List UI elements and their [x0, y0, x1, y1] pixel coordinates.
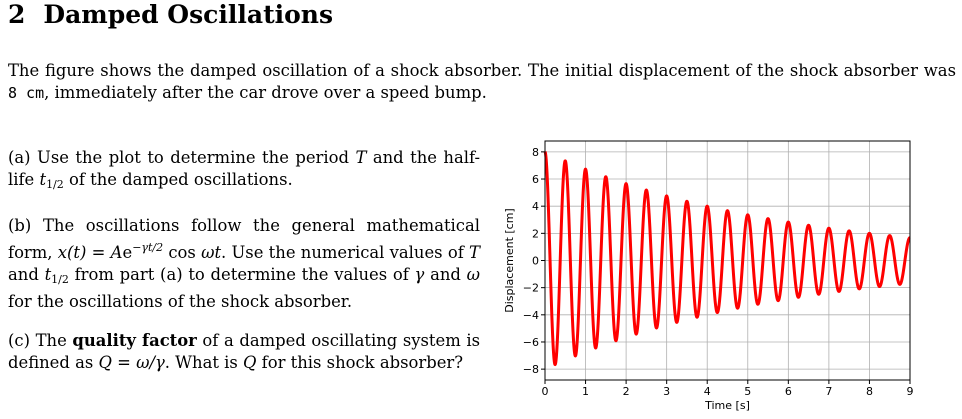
period-symbol: T: [469, 243, 480, 262]
quality-factor-formula: Q = ω/γ: [98, 353, 165, 372]
x-tick-label: 5: [744, 385, 752, 398]
intro-paragraph: [8, 60, 956, 104]
y-tick-label: −2: [522, 281, 539, 295]
x-tick-label: 9: [906, 385, 914, 398]
half-life-subscript: 1/2: [51, 273, 69, 286]
question-b-text: . Use the numerical values of: [221, 243, 470, 262]
question-a-text: of the damped oscillations.: [63, 170, 293, 189]
x-tick-label: 8: [865, 385, 873, 398]
question-a: [8, 147, 480, 196]
question-b-text: The oscillations follow the general mathematical form,: [8, 216, 480, 262]
y-tick-label: 2: [532, 227, 539, 241]
question-c-text: of a damped oscillating system is defined as: [8, 331, 481, 372]
intro-text-end: , immediately after the car drove over a speed bump.: [44, 83, 487, 102]
displacement-chart: [490, 138, 920, 419]
damped-oscillation-curve: [545, 152, 910, 365]
initial-displacement-value: 8 cm: [8, 84, 45, 102]
formula-argument: ωt: [201, 243, 222, 262]
formula-cos: cos: [163, 243, 202, 262]
question-b-text: and: [424, 265, 467, 284]
section-number: 2: [8, 0, 26, 29]
intro-text: The figure shows the damped oscillation of a shock absorber. The initial displacement of the shock absorber was: [8, 61, 956, 80]
x-tick-label: 4: [703, 385, 711, 398]
period-symbol: T: [355, 148, 367, 167]
question-b-text: from part (a) to determine the values of: [68, 265, 415, 284]
y-tick-label: 4: [532, 200, 539, 214]
question-b-text: and: [8, 265, 45, 284]
q-symbol: Q: [243, 353, 257, 372]
gamma-symbol: γ: [414, 265, 425, 284]
y-tick-label: −4: [522, 308, 539, 322]
question-c-label: (c): [8, 331, 30, 350]
section-title: Damped Oscillations: [43, 0, 334, 29]
curve-layer: [545, 152, 910, 365]
y-axis-label: Displacement [cm]: [503, 208, 516, 313]
half-life-subscript: 1/2: [46, 178, 64, 191]
x-tick-label: 6: [784, 385, 792, 398]
question-c-text: for this shock absorber?: [256, 353, 464, 372]
x-tick-label: 2: [622, 385, 630, 398]
x-tick-label: 1: [582, 385, 590, 398]
question-a-text: and the half-life: [8, 148, 480, 189]
question-b-label: (b): [8, 216, 32, 235]
question-c-text: . What is: [164, 353, 244, 372]
y-tick-label: −6: [522, 335, 539, 349]
formula-lhs: x(t) = A: [57, 243, 123, 262]
half-life-symbol: t: [39, 170, 47, 189]
chart-svg: [490, 138, 920, 419]
x-axis-label: Time [s]: [705, 399, 750, 412]
y-tick-label: 6: [532, 173, 539, 187]
x-tick-label: 7: [825, 385, 833, 398]
omega-symbol: ω: [466, 265, 481, 284]
y-tick-label: −8: [522, 363, 539, 377]
section-heading: [8, 0, 333, 29]
x-tick-label: 3: [663, 385, 671, 398]
question-b: [8, 215, 480, 313]
quality-factor-term: quality factor: [72, 331, 197, 350]
y-tick-label: 0: [532, 254, 539, 268]
question-c-text: The: [35, 331, 73, 350]
question-a-label: (a): [8, 148, 31, 167]
question-b-text: for the oscillations of the shock absorber.: [8, 292, 353, 311]
x-tick-label: 0: [541, 385, 549, 398]
formula-exponential: e: [122, 243, 133, 262]
formula-exponent: −γt/2: [132, 241, 164, 254]
question-c: [8, 330, 480, 374]
question-a-text: Use the plot to determine the period: [37, 148, 356, 167]
half-life-symbol: t: [44, 265, 52, 284]
y-tick-label: 8: [532, 145, 539, 159]
